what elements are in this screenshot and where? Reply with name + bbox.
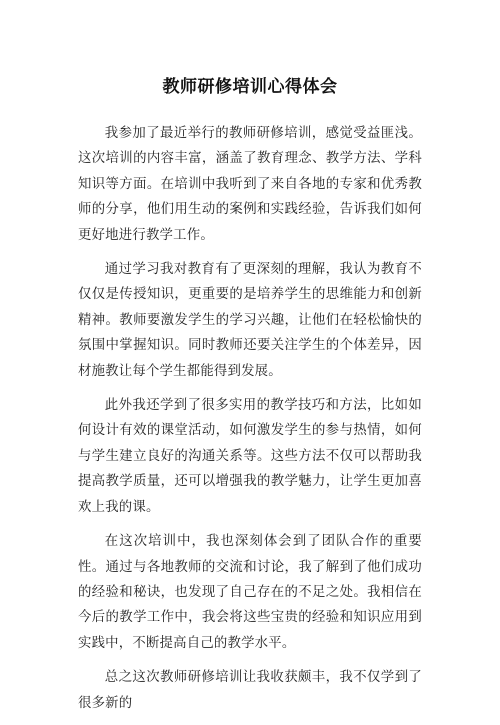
paragraph-2: 通过学习我对教育有了更深刻的理解，我认为教育不仅仅是传授知识，更重要的是培养学生的思维能力和创新精神。教师要激发学生的学习兴趣，让他们在轻松愉快的氛围中掌握知识。同时教师还要关注学生的个体差异，因材施教让每个学生都能得到发展。 <box>78 262 422 379</box>
paragraph-3: 此外我还学到了很多实用的教学技巧和方法，比如如何设计有效的课堂活动，如何激发学生的参与热情，如何与学生建立良好的沟通关系等。这些方法不仅可以帮助我提高教学质量，还可以增强我的教学魅力，让学生更加喜欢上我的课。 <box>78 398 422 515</box>
paragraph-5: 总之这次教师研修培训让我收获颇丰，我不仅学到了很多新的 <box>78 670 422 711</box>
paragraph-4: 在这次培训中，我也深刻体会到了团队合作的重要性。通过与各地教师的交流和讨论，我了解到了他们成功的经验和秘诀，也发现了自己存在的不足之处。我相信在今后的教学工作中，我会将这些宝贵的经验和知识应用到实践中，不断提高自己的教学水平。 <box>78 534 422 651</box>
document-title: 教师研修培训心得体会 <box>162 77 338 97</box>
document-body <box>78 121 422 725</box>
paragraph-1: 我参加了最近举行的教师研修培训，感觉受益匪浅。这次培训的内容丰富，涵盖了教育理念、教学方法、学科知识等方面。在培训中我听到了来自各地的专家和优秀教师的分享，他们用生动的案例和实践经验，告诉我们如何更好地进行教学工作。 <box>78 126 422 243</box>
